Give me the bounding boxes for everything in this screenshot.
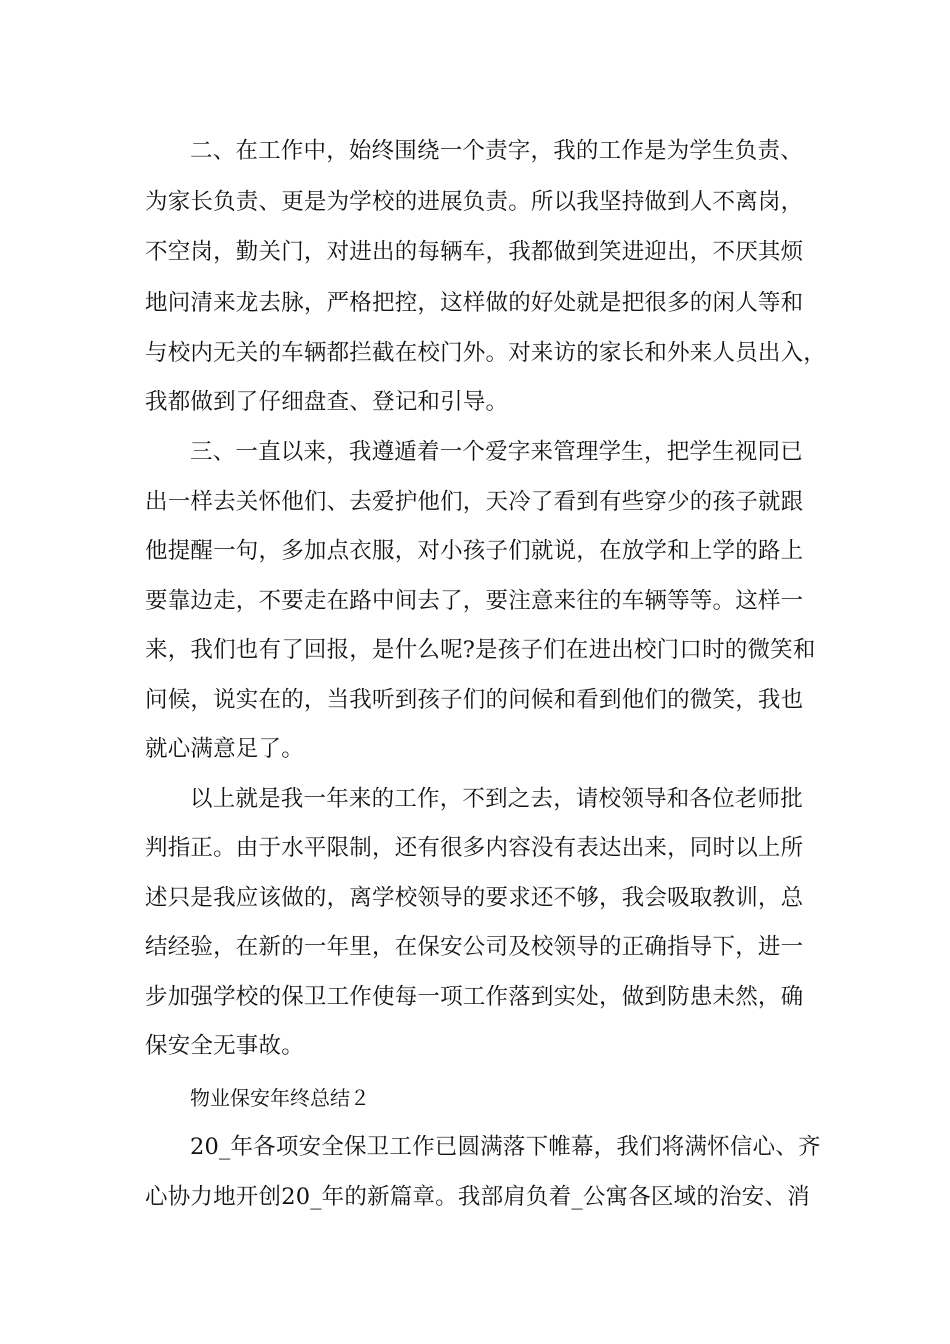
paragraph-5-line-1: 20_年各项安全保卫工作已圆满落下帷幕，我们将满怀信心、齐: [190, 1134, 821, 1160]
paragraph-4-line-1: 以上就是我一年来的工作，不到之去，请校领导和各位老师批: [190, 786, 803, 812]
paragraph-3-line-2: 出一样去关怀他们、去爱护他们，天冷了看到有些穿少的孩子就跟: [145, 489, 804, 515]
paragraph-3-line-3: 他提醒一句，多加点衣服，对小孩子们就说，在放学和上学的路上: [145, 538, 804, 564]
paragraph-4-line-2: 判指正。由于水平限制，还有很多内容没有表达出来，同时以上所: [145, 835, 804, 861]
paragraph-2-line-2: 为家长负责、更是为学校的进展负责。所以我坚持做到人不离岗，: [145, 189, 804, 215]
paragraph-2-line-1: 二、在工作中，始终围绕一个责字，我的工作是为学生负责、: [190, 138, 803, 164]
paragraph-2-line-6: 我都做到了仔细盘查、登记和引导。: [145, 389, 509, 415]
paragraph-3-line-5: 来，我们也有了回报，是什么呢?是孩子们在进出校门口时的微笑和: [145, 637, 816, 663]
paragraph-2-line-5: 与校内无关的车辆都拦截在校门外。对来访的家长和外来人员出入，: [145, 340, 827, 366]
paragraph-2-line-4: 地问清来龙去脉，严格把控，这样做的好处就是把很多的闲人等和: [145, 290, 804, 316]
section-heading: 物业保安年终总结２: [190, 1086, 370, 1110]
paragraph-3-line-6: 问候，说实在的，当我听到孩子们的问候和看到他们的微笑，我也: [145, 687, 804, 713]
paragraph-2-line-3: 不空岗，勤关门，对进出的每辆车，我都做到笑进迎出，不厌其烦: [145, 239, 804, 265]
paragraph-4-line-5: 步加强学校的保卫工作使每一项工作落到实处，做到防患未然，确: [145, 984, 804, 1010]
paragraph-4-line-4: 结经验，在新的一年里，在保安公司及校领导的正确指导下，进一: [145, 934, 804, 960]
paragraph-5-line-2: 心协力地开创20_年的新篇章。我部肩负着_公寓各区域的治安、消: [145, 1184, 810, 1210]
paragraph-4-line-3: 述只是我应该做的，离学校领导的要求还不够，我会吸取教训，总: [145, 885, 804, 911]
paragraph-3-line-1: 三、一直以来，我遵遁着一个爱字来管理学生，把学生视同已: [190, 439, 803, 465]
paragraph-3-line-7: 就心满意足了。: [145, 736, 304, 762]
paragraph-4-line-6: 保安全无事故。: [145, 1033, 304, 1059]
paragraph-3-line-4: 要靠边走，不要走在路中间去了，要注意来往的车辆等等。这样一: [145, 588, 804, 614]
